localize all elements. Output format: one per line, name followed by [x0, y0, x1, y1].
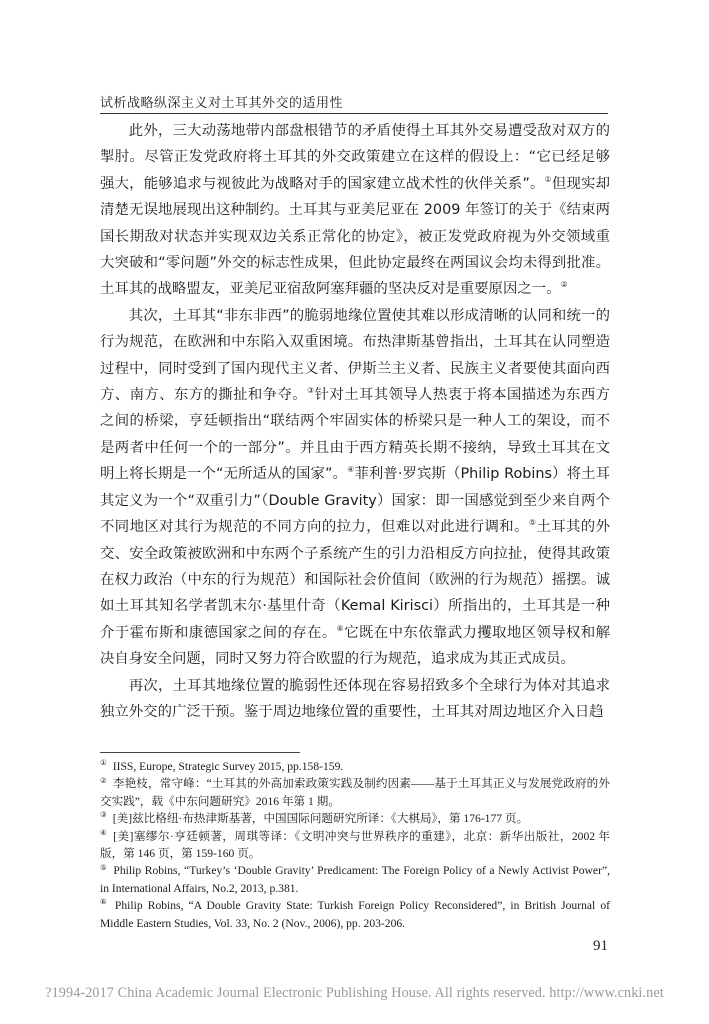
- footnote-text: Philip Robins, “Turkey’s ‘Double Gravity’ Predicament: The Foreign Policy of a Newly Activist Power”, in International Affairs, No.2, 2013, p.381.: [100, 864, 610, 895]
- footnote-text: IISS, Europe, Strategic Survey 2015, pp.158-159.: [112, 760, 344, 773]
- footnote: [100, 828, 610, 863]
- body-paragraph: [100, 303, 610, 673]
- paragraph-text: 菲利普·罗宾斯（Philip Robins）将土耳其定义为一个“双重引力”（Double Gravity）国家：即一国感觉到至少来自两个不同地区对其行为规范的不同方向的拉力，但难以对此进行调和。: [100, 466, 610, 536]
- page-number: 91: [593, 938, 608, 954]
- paragraph-text: 针对土耳其领导人热衷于将本国描述为东西方之间的桥梁，亨廷顿指出“联结两个牢固实体的桥梁只是一种人工的架设，而不是两者中任何一个的一部分”。并且由于西方精英长期不接纳，导致土耳其在文明上将长期是一个“无所适从的国家”。: [100, 387, 610, 483]
- body-paragraph: [100, 673, 610, 726]
- footnote-text: Philip Robins, “A Double Gravity State: Turkish Foreign Policy Reconsidered”, in British Journal of Middle Eastern Studies, Vol. 33, No. 2 (Nov., 2006), pp. 203-206.: [100, 899, 610, 930]
- footnote: [100, 758, 610, 775]
- paragraph-text: 土耳其的外交、安全政策被欧洲和中东两个子系统产生的引力沿相反方向拉扯，使得其政策在权力政治（中东的行为规范）和国际社会价值间（欧洲的行为规范）摇摆。诚如土耳其知名学者凯末尔·基里什奇（Kemal Kirisci）所指出的，土耳其是一种介于霍布斯和康德国家之间的存在。: [100, 519, 610, 641]
- footnote-text: 李艳枝，常守峰：“土耳其的外高加索政策实践及制约因素——基于土耳其正义与发展党政府的外交实践”，载《中东问题研究》2016 年第 1 期。: [100, 777, 610, 808]
- footnote-reference: ①: [544, 175, 552, 185]
- paragraph-text: 但现实却清楚无误地展现出这种制约。土耳其与亚美尼亚在 2009 年签订的关于《结束两国长期敌对状态并实现双边关系正常化的协定》，被正发党政府视为外交领域重大突破和“零问题”外交的标志性成果，但此协定最终在两国议会均未得到批准。土耳其的战略盟友，亚美尼亚宿敌阿塞拜疆的坚决反对是重要原因之一。: [100, 175, 610, 298]
- footnote-reference: ⑥: [336, 623, 345, 633]
- article-body: [100, 118, 610, 725]
- footnote-text: [美]兹比格纽·布热津斯基著，中国国际问题研究所译：《大棋局》，第 176-177 页。: [112, 812, 529, 826]
- footnote-reference: ②: [560, 280, 568, 290]
- footnote: [100, 775, 610, 810]
- footnote: [100, 810, 610, 827]
- footnotes: [100, 758, 610, 932]
- footnote-mark: ①: [100, 758, 107, 768]
- footnote-text: [美]塞缪尔·亨廷顿著，周琪等译：《文明冲突与世界秩序的重建》，北京：新华出版社，2002 年版，第 146 页，第 159-160 页。: [100, 829, 610, 861]
- footnote-reference: ③: [307, 386, 315, 396]
- footnote: [100, 862, 610, 897]
- footnote-mark: ⑤: [100, 862, 108, 872]
- running-title: 试析战略纵深主义对土耳其外交的适用性: [100, 96, 344, 111]
- footnote-mark: ④: [100, 827, 108, 837]
- body-paragraph: [100, 118, 610, 303]
- footnote: [100, 897, 610, 932]
- paragraph-text: 其次，土耳其“非东非西”的脆弱地缘位置使其难以形成清晰的认同和统一的行为规范，在欧洲和中东陷入双重困境。布热津斯基曾指出，土耳其在认同塑造过程中，同时受到了国内现代主义者、伊斯兰主义者、民族主义者要使其面向西方、南方、东方的撕扯和争夺。: [100, 307, 610, 404]
- paragraph-text: 它既在中东依靠武力攫取地区领导权和解决自身安全问题，同时又努力符合欧盟的行为规范，追求成为其正式成员。: [100, 624, 610, 668]
- footnote-separator: [100, 752, 300, 753]
- footnote-mark: ②: [100, 775, 107, 785]
- footnote-reference: ⑤: [528, 518, 537, 528]
- paragraph-text: 此外，三大动荡地带内部盘根错节的矛盾使得土耳其外交易遭受敌对双方的掣肘。尽管正发党政府将土耳其的外交政策建立在这样的假设上：“它已经足够强大，能够追求与视彼此为战略对手的国家建立战术性的伙伴关系”。: [100, 123, 610, 192]
- header-rule: [100, 113, 608, 114]
- paragraph-text: 再次，土耳其地缘位置的脆弱性还体现在容易招致多个全球行为体对其追求独立外交的广泛干预。鉴于周边地缘位置的重要性，土耳其对周边地区介入日趋: [100, 677, 610, 720]
- copyright-notice: ?1994-2017 China Academic Journal Electronic Publishing House. All rights reserved. http://www.cnki.net: [45, 985, 664, 1001]
- footnote-mark: ⑥: [100, 897, 109, 907]
- footnote-mark: ③: [100, 810, 107, 820]
- footnote-reference: ④: [347, 465, 355, 475]
